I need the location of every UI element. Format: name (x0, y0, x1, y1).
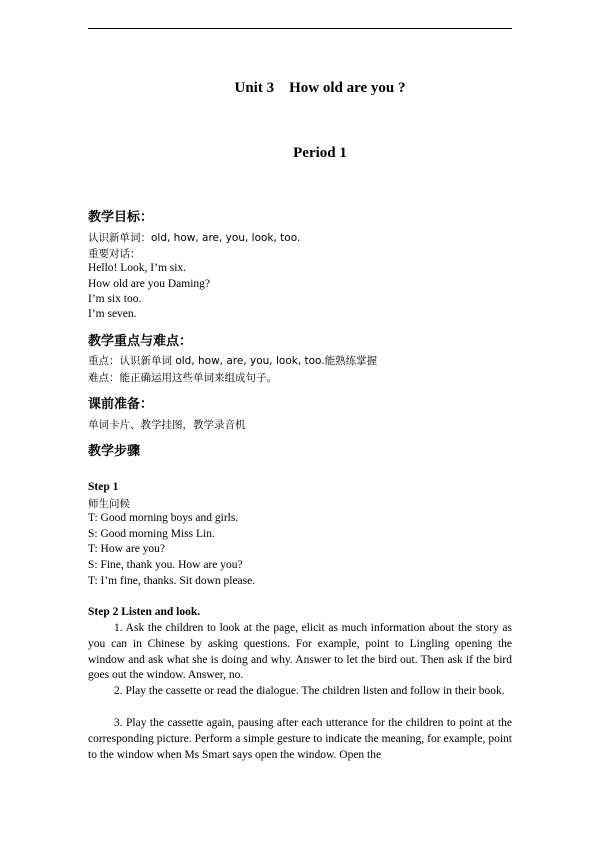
step2-paragraph-text: 3. Play the cassette again, pausing after each utterance for the children to point at the corresponding picture. Perform a simple gesture to indicate the meaning, for example, point to the window when Ms Smart says open the window. Open the (88, 717, 512, 761)
objectives-line: I’m six too. (88, 293, 142, 305)
preparation-line: 单词卡片、教学挂图，教学录音机 (88, 419, 246, 431)
step2-paragraph-text: 2. Play the cassette or read the dialogue. The children listen and follow in their book. (114, 685, 505, 697)
objectives-line: How old are you Daming? (88, 278, 210, 290)
key-points-heading: 教学重点与难点： (88, 334, 193, 349)
key-points-line: 难点：能正确运用这些单词来组成句子。 (88, 372, 277, 384)
step2-paragraph-text: 1. Ask the children to look at the page, elicit as much information about the story as you can in Chinese by asking questions. For example, point to Lingling opening the window and ask what she is doing and why. Answer to let the bird out. Then ask if the bird goes out the window. Answer, no. (88, 622, 512, 682)
header-rule (88, 28, 512, 29)
key-points-line: 重点：认识新单词 old, how, are, you, look, too.能熟练掌握 (88, 355, 378, 367)
objectives-line: 认识新单词：old, how, are, you, look, too. (88, 232, 301, 244)
step2-paragraph (88, 684, 512, 700)
step1-line: T: Good morning boys and girls. (88, 512, 239, 524)
step1-line: S: Good morning Miss Lin. (88, 528, 215, 540)
step2-title: Step 2 Listen and look. (88, 606, 201, 618)
objectives-line: 重要对话： (88, 248, 141, 260)
step1-line: S: Fine, thank you. How are you? (88, 559, 243, 571)
step1-line: 师生问候 (88, 498, 130, 510)
step1-title: Step 1 (88, 481, 119, 493)
steps-heading: 教学步骤 (88, 444, 141, 459)
period-title: Period 1 (293, 145, 347, 161)
step1-line: T: I’m fine, thanks. Sit down please. (88, 575, 256, 587)
step2-paragraph (88, 621, 512, 684)
step2-paragraph (88, 716, 512, 763)
step1-line: T: How are you? (88, 543, 166, 555)
preparation-heading: 课前准备： (88, 397, 154, 412)
objectives-line: I’m seven. (88, 308, 137, 320)
unit-title: Unit 3 How old are you ? (234, 80, 406, 96)
objectives-heading: 教学目标： (88, 210, 154, 225)
objectives-line: Hello! Look, I’m six. (88, 262, 187, 274)
